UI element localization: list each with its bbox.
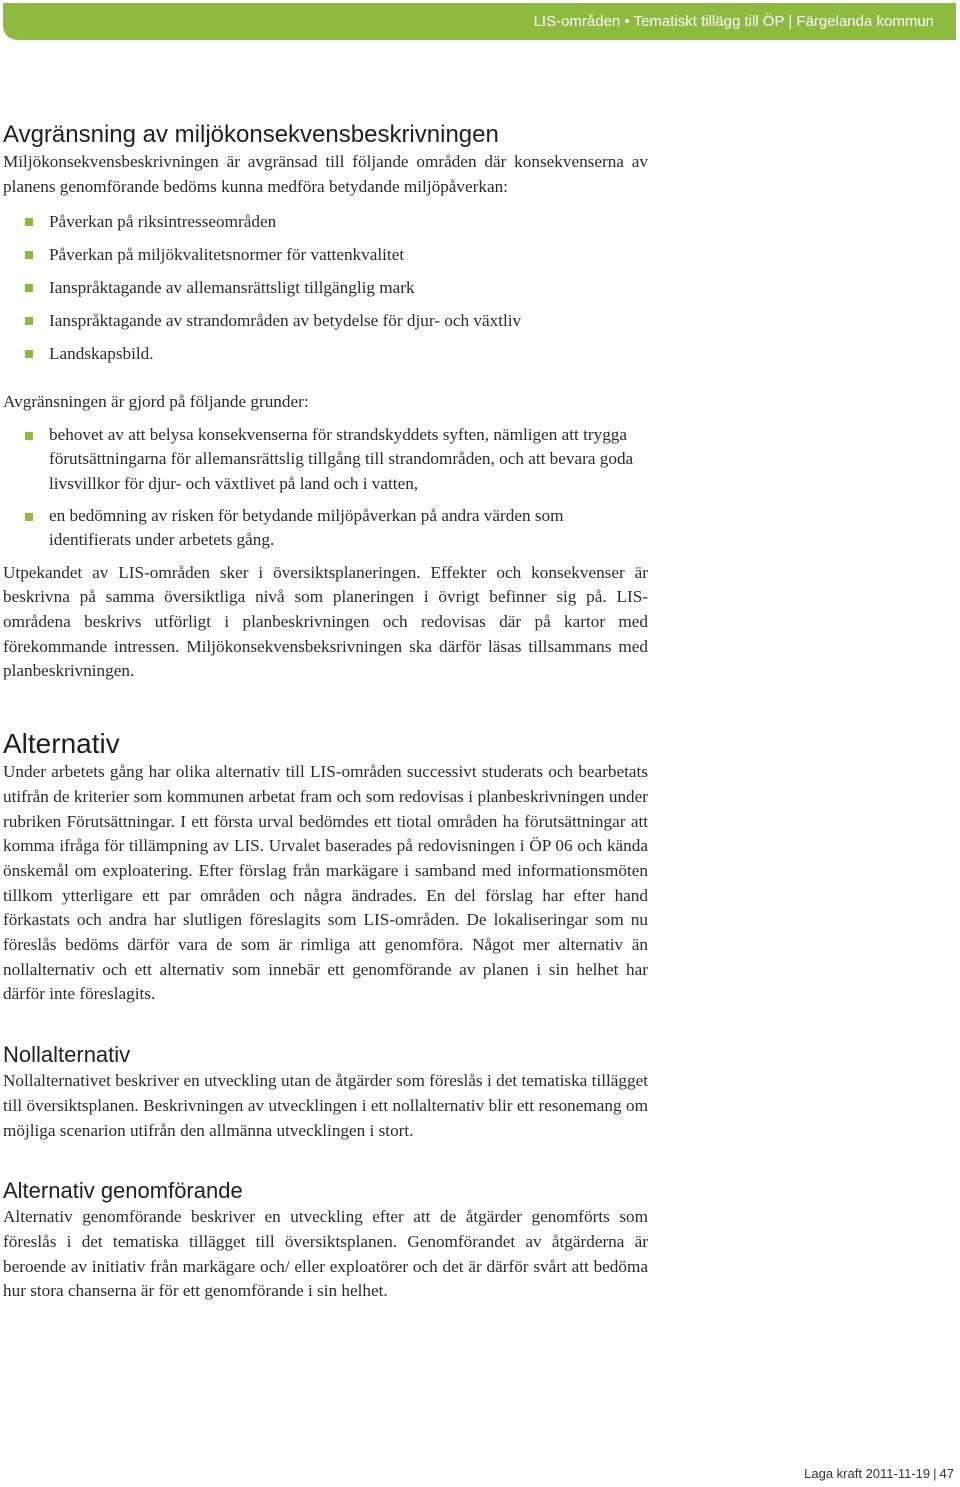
intro-paragraph: Miljökonsekvensbeskrivningen är avgränsad till följande områden där konsekvenserna av planens genomförande bedöms kunna medföra betydande miljöpåverkan: <box>3 152 648 196</box>
footer-divider: | <box>933 1466 937 1481</box>
alternativ-paragraph: Under arbetets gång har olika alternativ till LIS-områden successivt studerats och bearbetats utifrån de kriterier som kommunen arbetat fram och som redovisas i planbeskrivningen under rubriken Förutsättningar. I ett första urval bedömdes ett tiotal områden ha förutsättningar att komma ifråga för tillämpning av LIS. Urvalet baserades på redovisningen i ÖP 06 och kända önskemål om exploatering. Efter förslag från markägare i samband med informationsmöten tillkom ytterligare ett par områden och några ändrades. En del förslag har efter hand förkastats och andra har slutligen föreslagits som LIS-områden. De lokaliseringar som nu föreslås bedöms därför vara de som är rimliga att genomföra. Något mer alternativ än nollalternativ och ett alternativ som innebär ett genomförande av planen i sin helhet har därför inte föreslagits. <box>3 762 648 1004</box>
grounds-list <box>3 423 648 552</box>
heading-avgransning: Avgränsning av miljökonsekvensbeskrivningen <box>3 121 499 148</box>
bullet-square-icon <box>25 432 33 440</box>
bullet-square-icon <box>25 251 33 259</box>
list-item: en bedömning av risken för betydande miljöpåverkan på andra värden som identifierats under arbetets gång. <box>3 504 648 553</box>
header-bar <box>3 3 956 40</box>
bullet-square-icon <box>25 218 33 226</box>
list-item: Ianspråktagande av strandområden av betydelse för djur- och växtliv <box>3 304 648 337</box>
closing-paragraph: Utpekandet av LIS-områden sker i översiktsplaneringen. Effekter och konsekvenser är beskrivna på samma översiktliga nivå som planeringen i övrigt befinner sig på. LIS-områdena beskrivs utförligt i planbeskrivningen och redovisas där på kartor med förekommande intressen. Miljökonsekvensbeksrivningen ska därför läsas tillsammans med planbeskrivningen. <box>3 562 648 681</box>
list-item: Ianspråktagande av allemansrättsligt tillgänglig mark <box>3 271 648 304</box>
list-item: Påverkan på miljökvalitetsnormer för vattenkvalitet <box>3 238 648 271</box>
heading-alternativ-genomforande: Alternativ genomförande <box>3 1178 243 1204</box>
alternativ-genomforande-paragraph: Alternativ genomförande beskriver en utveckling efter att de åtgärder genomförts som föreslås i det tematiska tillägget till översiktsplanen. Genomförandet av åtgärderna är beroende av initiativ från markägare och/ eller exploatörer och det är därför svårt att bedöma hur stora chanserna är för ett genomförande i sin helhet. <box>3 1207 648 1301</box>
heading-alternativ: Alternativ <box>3 728 120 760</box>
grounds-intro: Avgränsningen är gjord på följande grunder: <box>3 392 309 412</box>
bullet-square-icon <box>25 284 33 292</box>
page-number: 47 <box>939 1466 954 1481</box>
bullet-square-icon <box>25 317 33 325</box>
nollalternativ-paragraph: Nollalternativet beskriver en utveckling utan de åtgärder som föreslås i det tematiska tillägget till översiktsplanen. Beskrivningen av utvecklingen i ett nollalternativ blir ett resonemang om möjliga scenarion utifrån den allmänna utvecklingen i stort. <box>3 1071 648 1140</box>
heading-nollalternativ: Nollalternativ <box>3 1042 131 1068</box>
footer-label: Laga kraft 2011-11-19 <box>804 1466 931 1481</box>
list-item: Påverkan på riksintresseområden <box>3 205 648 238</box>
impact-list <box>3 205 648 370</box>
bullet-square-icon <box>25 513 33 521</box>
bullet-square-icon <box>25 350 33 358</box>
page-content <box>3 120 648 1304</box>
page-footer <box>804 1466 954 1481</box>
list-item: Landskapsbild. <box>3 337 648 370</box>
list-item: behovet av att belysa konsekvenserna för strandskyddets syften, nämligen att trygga förutsättningarna för allemansrättslig tillgång till strandområden, och att bevara goda livsvillkor för djur- och växtlivet på land och i vatten, <box>3 423 648 496</box>
header-title: LIS-områden • Tematiskt tillägg till ÖP | Färgelanda kommun <box>533 13 934 30</box>
